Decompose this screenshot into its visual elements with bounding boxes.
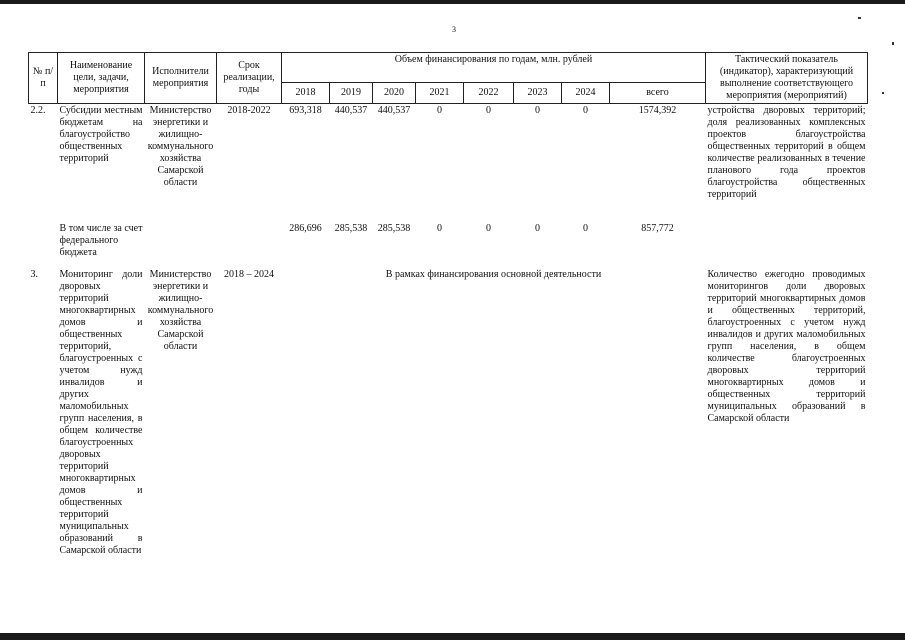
row-value-2022: 0 [464,104,514,222]
header-year: 2024 [562,83,610,104]
row-term: 2018 – 2024 [224,268,274,280]
financing-table [28,52,868,558]
header-year: 2020 [373,83,416,104]
row-term [217,222,282,268]
scan-speck [892,42,894,45]
row-value-2023: 0 [535,222,540,234]
row-num: 3. [30,268,38,280]
row-term: 2018-2022 [217,104,282,222]
header-num: № п/п [29,53,58,104]
row-value-2024: 0 [562,104,610,222]
row-name: Субсидии местным бюджетам на благоустройство общественных территорий [58,104,145,222]
table-row [29,268,868,558]
row-value-2018: 693,318 [282,104,330,222]
row-value-2023: 0 [514,104,562,222]
row-num [29,222,58,268]
page-number: 3 [452,25,456,34]
header-year: 2021 [416,83,464,104]
scan-border-top [0,0,905,4]
header-year: 2023 [514,83,562,104]
header-name: Наименование цели, задачи, мероприятия [58,53,145,104]
row-value-2020: 285,538 [377,222,411,234]
row-executor [145,222,217,268]
scan-border-bottom [0,633,905,640]
header-year: 2019 [330,83,373,104]
row-value-2019: 440,537 [330,104,373,222]
row-executor: Министерство энергетики и жилищно-коммунального хозяйства Самарской области [147,268,214,352]
header-year: 2022 [464,83,514,104]
header-total: всего [610,83,706,104]
row-name: Мониторинг доли дворовых территорий многоквартирных домов и общественных территорий, благоустроенных с учетом нужд инвалидов и других маломобильных групп населения, в общем количестве благоустроенных дворовых территорий многоквартирных домов и общественных территорий муниципальных образований в Самарской области [59,268,143,556]
header-indicator: Тактический показатель (индикатор), характеризующий выполнение соответствующего мероприятия (мероприятий) [706,53,868,104]
row-value-2024: 0 [583,222,588,234]
row-value-2021: 0 [437,222,442,234]
header-year: 2018 [282,83,330,104]
row-executor: Министерство энергетики и жилищно-коммунального хозяйства Самарской области [145,104,217,222]
row-financing-note: В рамках финансирования основной деятельности [385,268,602,280]
header-financing: Объем финансирования по годам, млн. рублей [282,53,706,83]
row-value-2020: 440,537 [373,104,416,222]
table-row [29,222,868,268]
scan-speck [858,17,861,19]
row-value-2022: 0 [486,222,491,234]
row-name: В том числе за счет федерального бюджета [59,222,143,258]
row-value-2019: 285,538 [334,222,368,234]
row-value-2018: 286,696 [289,222,322,234]
table-row [29,104,868,222]
row-indicator: устройства дворовых территорий; доля реализованных комплексных проектов благоустройства общественных территорий в общем количестве реализованных в течение планового года проектов благоустройства общественных территорий [706,104,868,222]
row-value-total: 857,772 [641,222,674,234]
scan-speck [882,92,884,94]
row-value-total: 1574,392 [610,104,706,222]
row-indicator [706,222,868,268]
row-value-2021: 0 [416,104,464,222]
row-indicator: Количество ежегодно проводимых мониторингов доли дворовых территорий многоквартирных домов и общественных территорий, благоустроенных с учетом нужд инвалидов и других маломобильных групп населения, в общем количестве благоустроенных дворовых территорий многоквартирных домов и общественных территорий муниципальных образований в Самарской области [707,268,866,424]
header-executor: Исполнители мероприятия [145,53,217,104]
row-num: 2.2. [29,104,58,222]
header-term: Срок реализации, годы [217,53,282,104]
